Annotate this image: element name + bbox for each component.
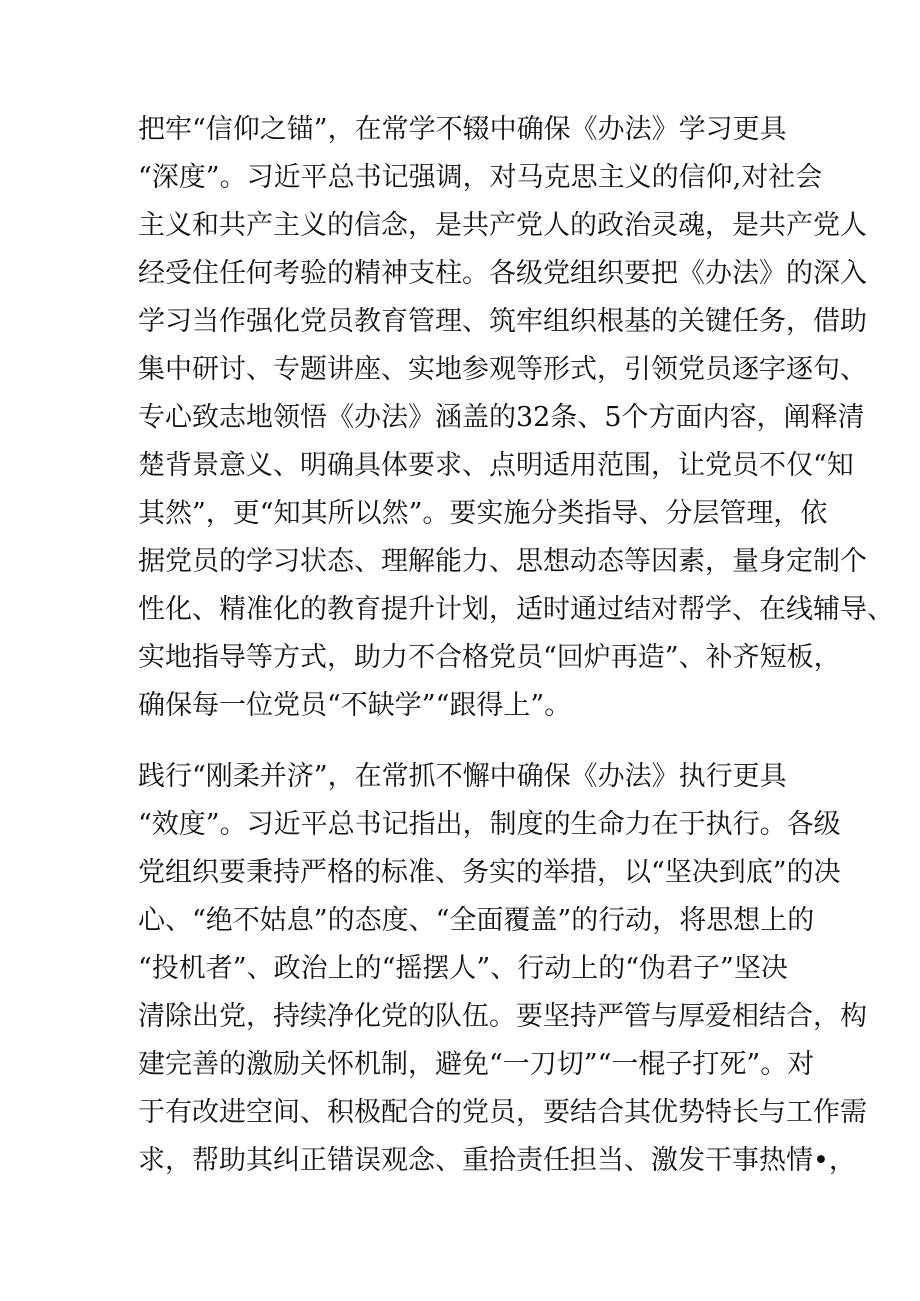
text-line: 践行“刚柔并济”，在常抓不懈中确保《办法》执行更具 <box>138 761 787 792</box>
text-line: 学习当作强化党员教育管理、筑牢组织根基的关键任务，借助 <box>138 306 867 337</box>
text-line: 求，帮助其纠正错误观念、重拾责任担当、激发干事热情•， <box>138 1145 856 1176</box>
text-line: 把牢“信仰之锚”，在常学不辍中确保《办法》学习更具 <box>138 114 787 145</box>
text-line: 确保每一位党员“不缺学”“跟得上”。 <box>138 690 572 721</box>
text-line: 经受住任何考验的精神支柱。各级党组织要把《办法》的深入 <box>138 258 867 289</box>
text-line: 实地指导等方式，助力不合格党员“回炉再造”、补齐短板， <box>138 642 841 673</box>
text-line: 据党员的学习状态、理解能力、思想动态等因素，量身定制个 <box>138 546 867 577</box>
text-line: “投机者”、政治上的“摇摆人”、行动上的“伪君子”坚决 <box>138 953 788 984</box>
text-line: “深度”。习近平总书记强调，对马克思主义的信仰,对社会 <box>138 162 823 193</box>
text-line: 清除出党，持续净化党的队伍。要坚持严管与厚爱相结合，构 <box>138 1001 867 1032</box>
text-line: 心、“绝不姑息”的态度、“全面覆盖”的行动，将思想上的 <box>138 905 815 936</box>
text-line: 党组织要秉持严格的标准、务实的举措，以“坚决到底”的决 <box>138 857 841 888</box>
text-line: 集中研讨、专题讲座、实地参观等形式，引领党员逐字逐句、 <box>138 354 867 385</box>
paragraph-2 <box>138 753 867 1185</box>
text-line: 其然”，更“知其所以然”。要实施分类指导、分层管理，依 <box>138 498 828 529</box>
text-line: 建完善的激励关怀机制，避免“一刀切”“一棍子打死”。对 <box>138 1049 815 1080</box>
text-line: “效度”。习近平总书记指出，制度的生命力在于执行。各级 <box>138 809 841 840</box>
text-line: 于有改进空间、积极配合的党员，要结合其优势特长与工作需 <box>138 1097 867 1128</box>
text-line: 性化、精准化的教育提升计划，适时通过结对帮学、在线辅导、 <box>138 594 894 625</box>
paragraph-1 <box>138 106 894 730</box>
text-line: 主义和共产主义的信念，是共产党人的政治灵魂，是共产党人 <box>138 210 867 241</box>
text-line: 专心致志地领悟《办法》涵盖的32条、5个方面内容，阐释清 <box>138 402 865 433</box>
text-line: 楚背景意义、明确具体要求、点明适用范围，让党员不仅“知 <box>138 450 854 481</box>
